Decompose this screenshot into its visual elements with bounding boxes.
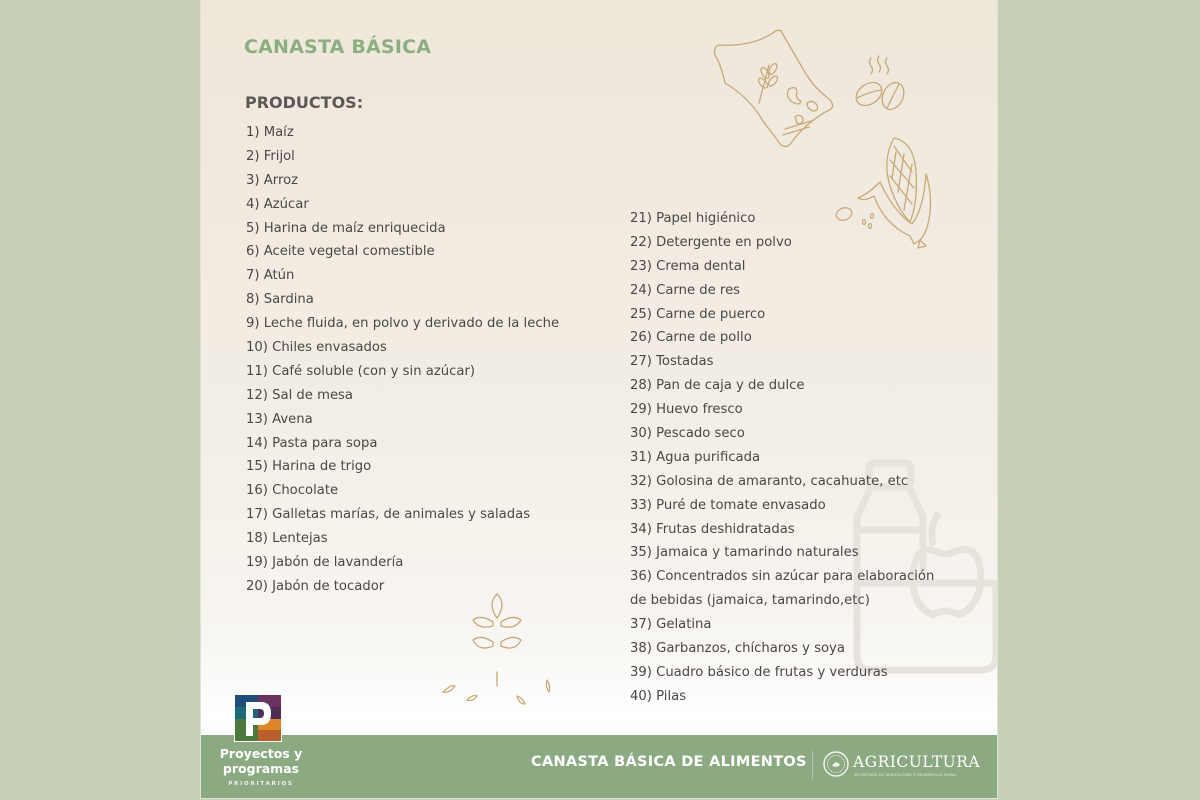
list-item: 13) Avena bbox=[246, 411, 313, 427]
footer-title: CANASTA BÁSICA DE ALIMENTOS bbox=[531, 754, 807, 770]
wheat-sprig-icon bbox=[437, 592, 561, 712]
list-item: 29) Huevo fresco bbox=[630, 402, 743, 418]
list-item: 12) Sal de mesa bbox=[246, 387, 354, 403]
list-item: 7) Atún bbox=[246, 268, 295, 284]
list-item: 22) Detergente en polvo bbox=[630, 234, 792, 250]
agency-name: AGRICULTURA bbox=[853, 753, 981, 771]
program-logo bbox=[234, 694, 282, 742]
list-item: 39) Cuadro básico de frutas y verduras bbox=[630, 664, 888, 680]
list-item: 33) Puré de tomate envasado bbox=[630, 497, 826, 513]
list-item: 23) Crema dental bbox=[630, 258, 746, 274]
list-item: 30) Pescado seco bbox=[630, 426, 745, 442]
list-item: 21) Papel higiénico bbox=[630, 211, 756, 226]
mexico-seal-icon bbox=[823, 751, 849, 777]
list-item: 16) Chocolate bbox=[246, 483, 339, 499]
list-item: 28) Pan de caja y de dulce bbox=[630, 378, 805, 394]
list-item: 25) Carne de puerco bbox=[630, 306, 766, 322]
page-title: CANASTA BÁSICA bbox=[244, 36, 432, 58]
list-item: 1) Maíz bbox=[246, 125, 294, 140]
list-item: 38) Garbanzos, chícharos y soya bbox=[630, 641, 845, 657]
list-item: 5) Harina de maíz enriquecida bbox=[246, 220, 446, 236]
list-item: 11) Café soluble (con y sin azúcar) bbox=[246, 363, 476, 379]
list-item: 32) Golosina de amaranto, cacahuate, etc bbox=[630, 473, 909, 489]
list-item: 14) Pasta para sopa bbox=[246, 435, 378, 451]
coffee-beans-icon bbox=[849, 52, 913, 114]
list-item: 24) Carne de res bbox=[630, 282, 741, 298]
list-item: 36) Concentrados sin azúcar para elaboración bbox=[630, 569, 935, 585]
products-heading: PRODUCTOS: bbox=[245, 93, 364, 112]
list-item: 19) Jabón de lavandería bbox=[246, 555, 404, 571]
list-item: 37) Gelatina bbox=[630, 617, 712, 633]
footer-bar bbox=[201, 735, 997, 798]
list-item: 31) Agua purificada bbox=[630, 449, 761, 465]
list-item: 34) Frutas deshidratadas bbox=[630, 521, 795, 537]
product-list-column-1 bbox=[246, 121, 559, 599]
program-name: Proyectos y programas bbox=[219, 746, 303, 776]
list-item: 8) Sardina bbox=[246, 292, 314, 308]
list-item: 18) Lentejas bbox=[246, 531, 328, 547]
list-item: de bebidas (jamaica, tamarindo,etc) bbox=[630, 593, 870, 609]
list-item: 2) Frijol bbox=[246, 148, 295, 164]
corn-cob-icon bbox=[834, 132, 944, 250]
grain-sack-icon bbox=[711, 25, 851, 165]
list-item: 35) Jamaica y tamarindo naturales bbox=[630, 545, 859, 561]
list-item: 6) Aceite vegetal comestible bbox=[246, 244, 435, 260]
list-item: 17) Galletas marías, de animales y saladas bbox=[246, 507, 531, 523]
list-item: 40) Pilas bbox=[630, 688, 687, 704]
list-item: 15) Harina de trigo bbox=[246, 459, 372, 475]
list-item: 26) Carne de pollo bbox=[630, 330, 752, 346]
program-tag: PRIORITARIOS bbox=[228, 781, 294, 787]
agency-subtitle: SECRETARÍA DE AGRICULTURA Y DESARROLLO RURAL bbox=[854, 773, 957, 777]
list-item: 4) Azúcar bbox=[246, 196, 309, 212]
canasta-basica-card bbox=[201, 0, 997, 798]
list-item: 10) Chiles envasados bbox=[246, 340, 387, 356]
list-item: 3) Arroz bbox=[246, 172, 299, 188]
list-item: 20) Jabón de tocador bbox=[246, 578, 385, 594]
footer-divider bbox=[812, 751, 813, 779]
list-item: 27) Tostadas bbox=[630, 354, 714, 370]
product-list-column-2 bbox=[630, 207, 934, 709]
list-item: 9) Leche fluida, en polvo y derivado de la leche bbox=[246, 316, 560, 332]
